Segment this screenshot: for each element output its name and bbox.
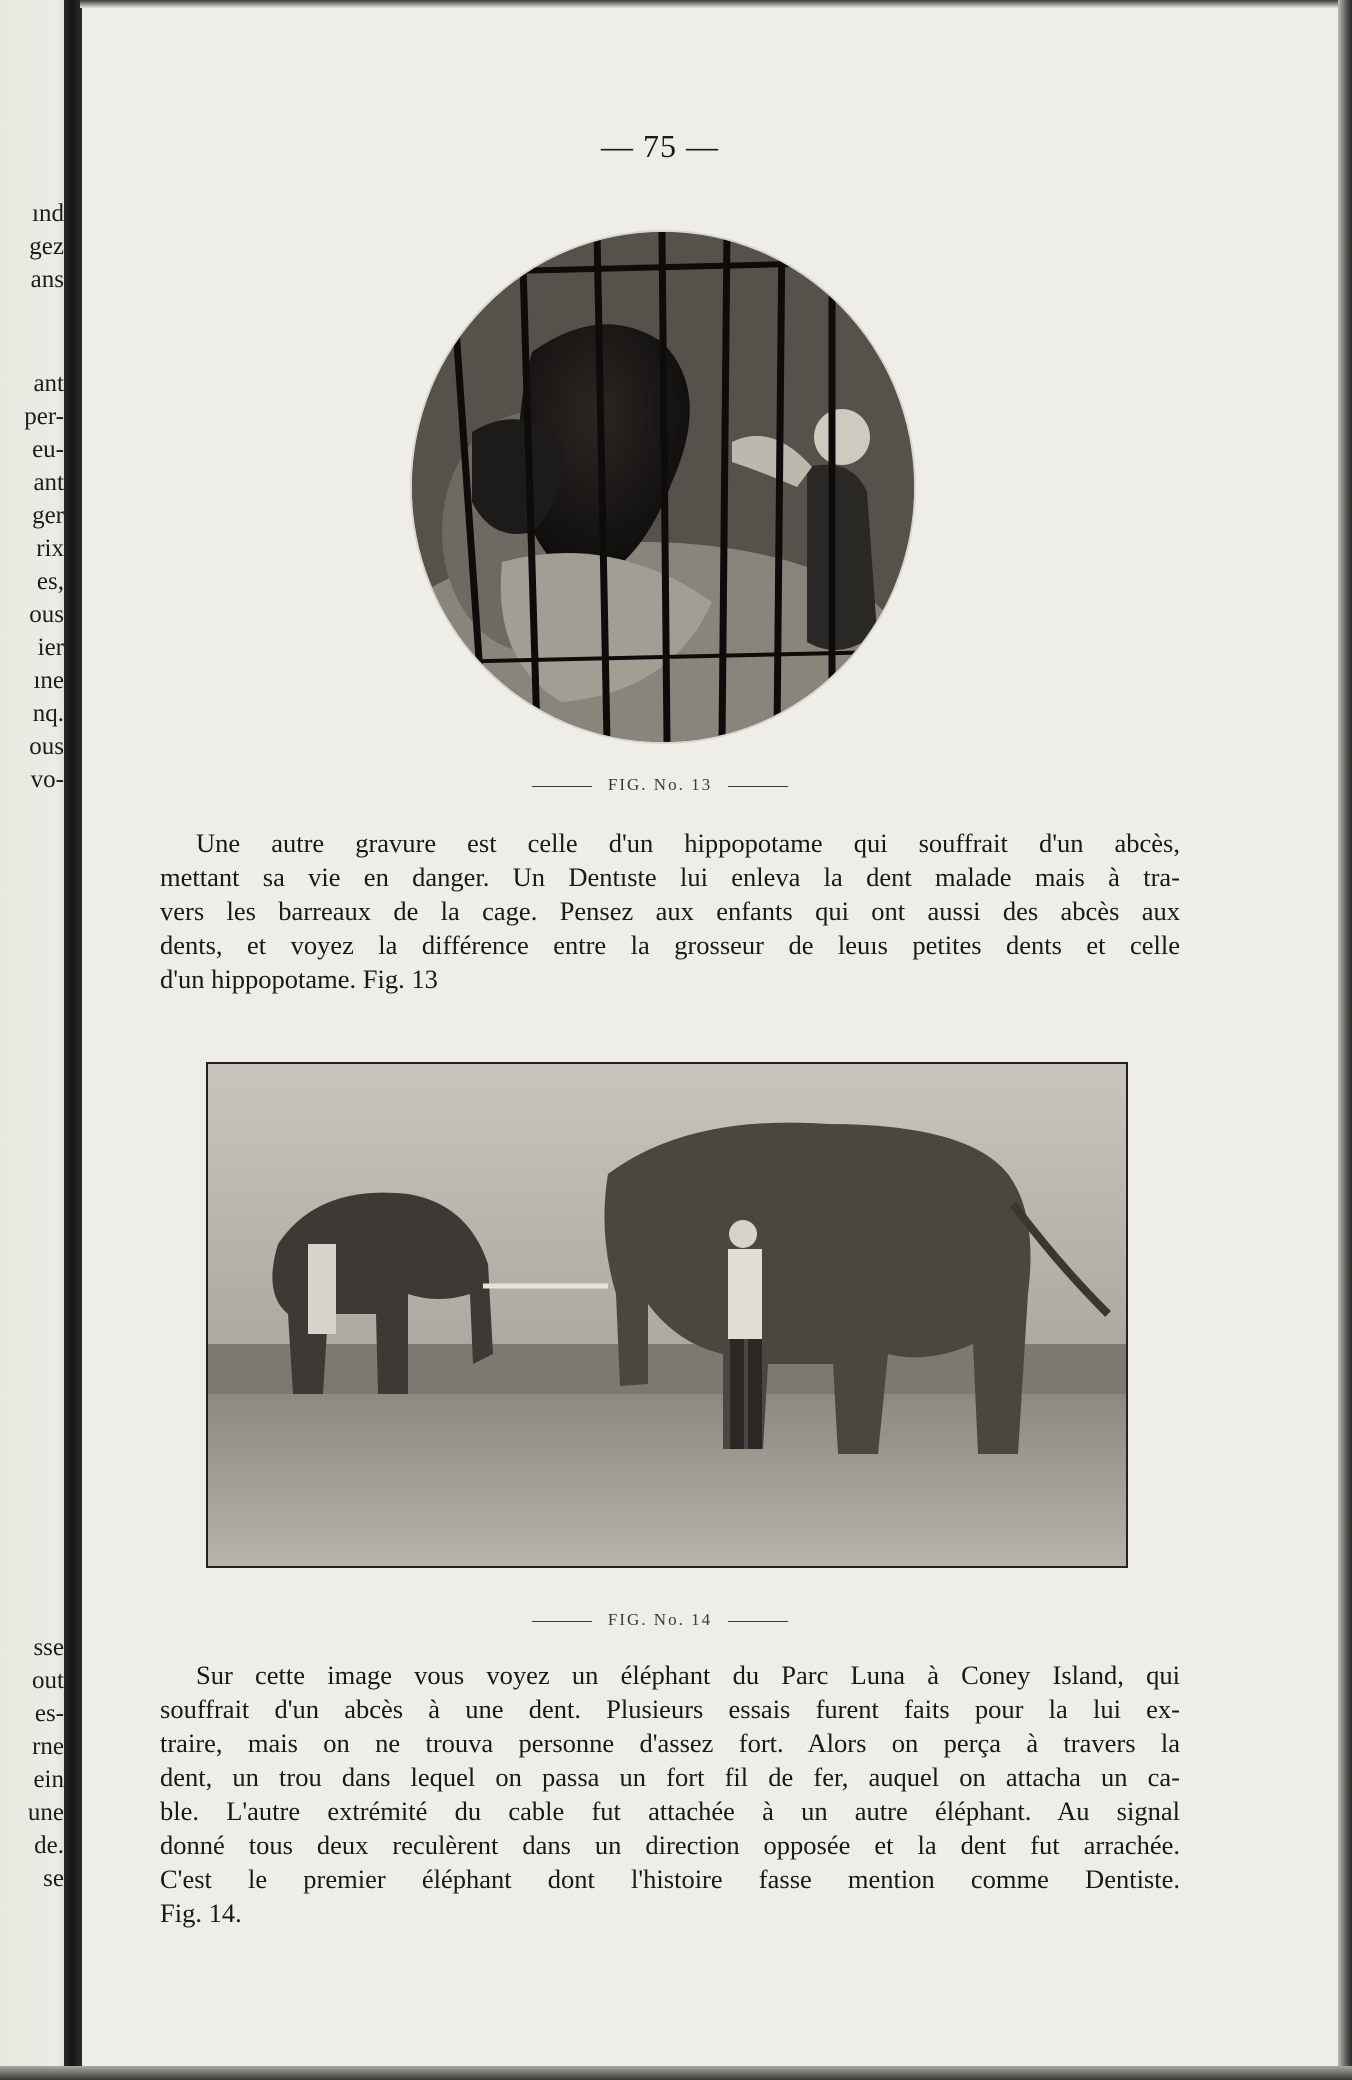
top-edge-shadow xyxy=(80,0,1342,8)
left-fragment: rix xyxy=(36,535,64,562)
left-fragment: ans xyxy=(30,266,64,293)
text-line: dent, un trou dans lequel on passa un fort fil de fer, auquel on attacha un ca- xyxy=(160,1762,1180,1792)
left-fragment: ous xyxy=(29,601,64,628)
figure-13-photo xyxy=(412,232,914,742)
paragraph-hippopotamus xyxy=(160,826,1180,996)
figure-13-caption: FIG. No. 13 xyxy=(460,775,860,795)
left-fragment: out xyxy=(32,1667,64,1694)
right-edge-shadow xyxy=(1338,0,1352,2080)
hippopotamus-photo-icon xyxy=(412,232,914,742)
text-line: mettant sa vie en danger. Un Dentıste lui enleva la dent malade mais à tra- xyxy=(160,862,1180,892)
left-fragment: ant xyxy=(33,370,64,397)
left-fragment: une xyxy=(27,1799,64,1826)
text-line: ble. L'autre extrémité du cable fut attachée à un autre éléphant. Au signal xyxy=(160,1796,1180,1826)
text-line: C'est le premier éléphant dont l'histoire fasse mention comme Dentiste. xyxy=(160,1864,1180,1894)
left-fragment: rne xyxy=(32,1733,64,1760)
left-fragment: ıne xyxy=(33,667,64,694)
text-line: vers les barreaux de la cage. Pensez aux enfants qui ont aussi des abcès aux xyxy=(160,896,1180,926)
left-fragment: se xyxy=(43,1865,64,1892)
left-fragment: sse xyxy=(33,1634,64,1661)
left-fragment: ein xyxy=(33,1766,64,1793)
left-fragment: ous xyxy=(29,733,64,760)
left-fragment: vo- xyxy=(30,766,64,793)
text-line: Sur cette image vous voyez un éléphant du Parc Luna à Coney Island, qui xyxy=(196,1660,1180,1690)
bottom-edge-shadow xyxy=(0,2066,1352,2080)
text-line: donné tous deux reculèrent dans un direction opposée et la dent fut arrachée. xyxy=(160,1830,1180,1860)
left-fragment: es, xyxy=(36,568,64,595)
left-fragment: ant xyxy=(33,469,64,496)
book-gutter xyxy=(64,0,82,2080)
paragraph-elephant xyxy=(160,1658,1180,1930)
text-line: Une autre gravure est celle d'un hippopotame qui souffrait d'un abcès, xyxy=(196,828,1180,858)
left-fragment: de. xyxy=(34,1832,64,1859)
page-number: — 75 — xyxy=(601,128,719,164)
left-fragment: ier xyxy=(37,634,64,661)
left-fragment: ınd xyxy=(32,200,64,227)
left-fragment: eu- xyxy=(32,436,64,463)
text-line: d'un hippopotame. Fig. 13 xyxy=(160,964,438,994)
left-fragment: ger xyxy=(32,502,64,529)
text-line: dents, et voyez la différence entre la grosseur de leuıs petites dents et celle xyxy=(160,930,1180,960)
elephants-photo-icon xyxy=(208,1064,1126,1566)
left-fragment: es- xyxy=(34,1700,64,1727)
text-line: souffrait d'un abcès à une dent. Plusieurs essais furent faits pour la lui ex- xyxy=(160,1694,1180,1724)
left-fragment: nq. xyxy=(32,700,64,727)
figure-14-caption: FIG. No. 14 xyxy=(460,1610,860,1630)
left-fragment: gez xyxy=(29,233,64,260)
text-line: traire, mais on ne trouva personne d'assez fort. Alors on perça à travers la xyxy=(160,1728,1180,1758)
left-page-edge xyxy=(0,0,70,2080)
text-line: Fig. 14. xyxy=(160,1898,242,1928)
figure-14-photo xyxy=(206,1062,1128,1568)
left-fragment: per- xyxy=(24,403,64,430)
